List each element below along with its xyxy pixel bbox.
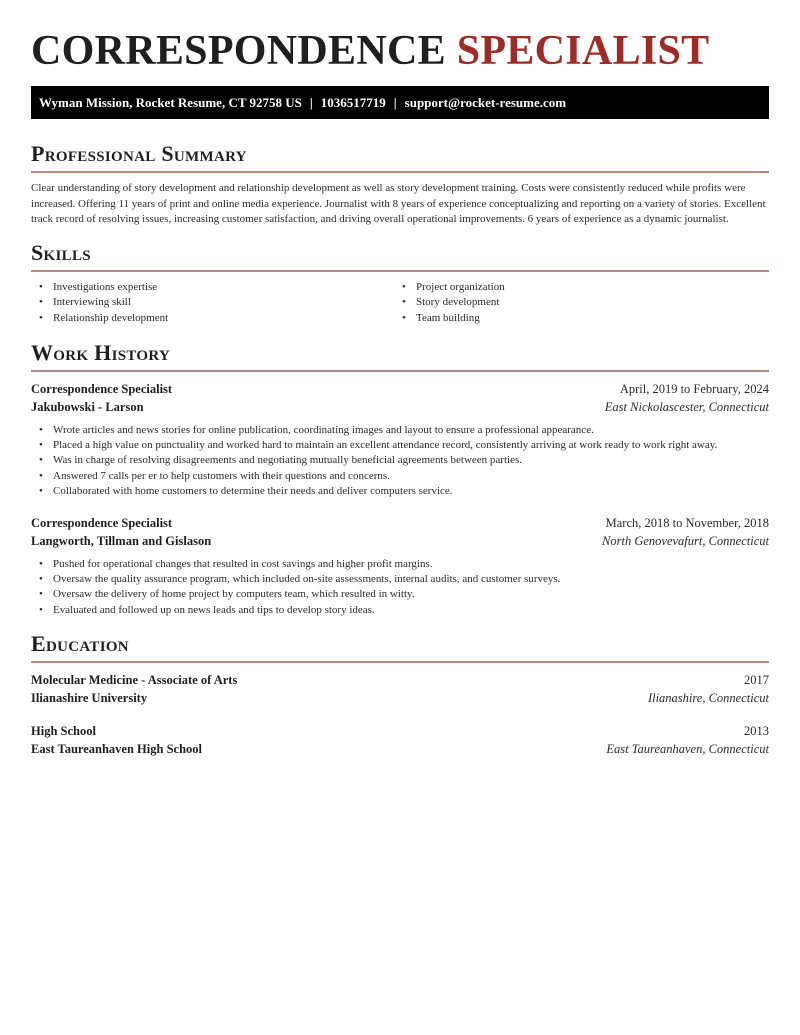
skill-item: • Relationship development (31, 311, 168, 326)
section-divider (31, 171, 769, 173)
job-bullet: • Wrote articles and news stories for online publication, coordinating images and layout to ensure a professional appearance. (31, 423, 769, 438)
title-part-1: CORRESPONDENCE (31, 28, 446, 74)
job-bullet: • Pushed for operational changes that resulted in cost savings and higher profit margins. (31, 557, 769, 572)
section-divider (31, 661, 769, 663)
work-history-heading: Work History (31, 340, 171, 365)
skill-item: • Project organization (394, 280, 505, 295)
education-degree: High School (31, 724, 96, 738)
contact-bar (31, 86, 769, 119)
job-title: Correspondence Specialist (31, 382, 173, 396)
job-bullet: • Was in charge of resolving disagreements and negotiating mutually beneficial agreements between parties. (31, 453, 769, 468)
section-divider (31, 270, 769, 272)
contact-phone: 1036517719 (320, 95, 386, 110)
job-bullet: • Oversaw the delivery of home project by computers team, which resulted in witty. (31, 587, 769, 602)
education-school-row (31, 740, 769, 758)
skill-item: • Investigations expertise (31, 280, 168, 295)
skills-list-right (394, 280, 505, 326)
job-bullets (31, 557, 769, 618)
education-location: East Taureanhaven, Connecticut (606, 742, 769, 756)
education-year: 2017 (744, 673, 769, 687)
job-location: East Nickolascester, Connecticut (604, 400, 769, 414)
section-divider (31, 370, 769, 372)
contact-separator: | (309, 95, 313, 110)
skills-list-left (31, 280, 168, 326)
skills-heading: Skills (31, 240, 91, 265)
job-bullet: • Collaborated with home customers to determine their needs and deliver computers service. (31, 484, 769, 499)
title-part-2: SPECIALIST (456, 28, 710, 74)
job-company-row (31, 532, 769, 550)
job-company-row (31, 398, 769, 416)
education-school: Ilianashire University (31, 691, 148, 705)
job-company: Jakubowski - Larson (31, 400, 144, 414)
job-title: Correspondence Specialist (31, 516, 173, 530)
job-bullet: • Answered 7 calls per er to help customers with their questions and concerns. (31, 469, 769, 484)
summary-heading: Professional Summary (31, 141, 247, 166)
skill-item: • Team building (394, 311, 505, 326)
job-dates: April, 2019 to February, 2024 (619, 382, 769, 396)
job-company: Langworth, Tillman and Gislason (31, 534, 212, 548)
contact-separator: | (393, 95, 397, 110)
job-header-row (31, 380, 769, 398)
job-location: North Genovevafurt, Connecticut (602, 534, 769, 548)
education-school-row (31, 689, 769, 707)
job-bullet: • Placed a high value on punctuality and worked hard to maintain an excellent attendance record, consistently arriving at work ready to work right away. (31, 438, 769, 453)
job-bullet: • Evaluated and followed up on news leads and tips to develop story ideas. (31, 603, 769, 618)
job-header-row (31, 514, 769, 532)
education-location: Ilianashire, Connecticut (647, 691, 769, 705)
skill-item: • Interviewing skill (31, 295, 168, 310)
education-degree: Molecular Medicine - Associate of Arts (31, 673, 238, 687)
contact-address: Wyman Mission, Rocket Resume, CT 92758 US (39, 95, 302, 110)
education-year: 2013 (744, 724, 769, 738)
summary-text: Clear understanding of story development and relationship development as well as story development training. Costs were consistently reduced while profits were increased. Offering 11 years of print and online media experience. Journalist with 8 years of experience conceptualizing and reporting on a variety of stories. Excellent track record of resolving issues, increasing customer satisfaction, and driving overall operational improvements. 6 years of experience as a dynamic journalist. (31, 182, 766, 225)
skill-item: • Story development (394, 295, 505, 310)
job-bullets (31, 423, 769, 499)
contact-email[interactable]: support@rocket-resume.com (404, 95, 567, 110)
education-degree-row (31, 671, 769, 689)
education-school: East Taureanhaven High School (31, 742, 203, 756)
education-heading: Education (31, 631, 129, 656)
job-dates: March, 2018 to November, 2018 (605, 516, 769, 530)
job-bullet: • Oversaw the quality assurance program, which included on-site assessments, internal audits, and customer surveys. (31, 572, 769, 587)
resume-title (31, 28, 710, 74)
education-degree-row (31, 722, 769, 740)
